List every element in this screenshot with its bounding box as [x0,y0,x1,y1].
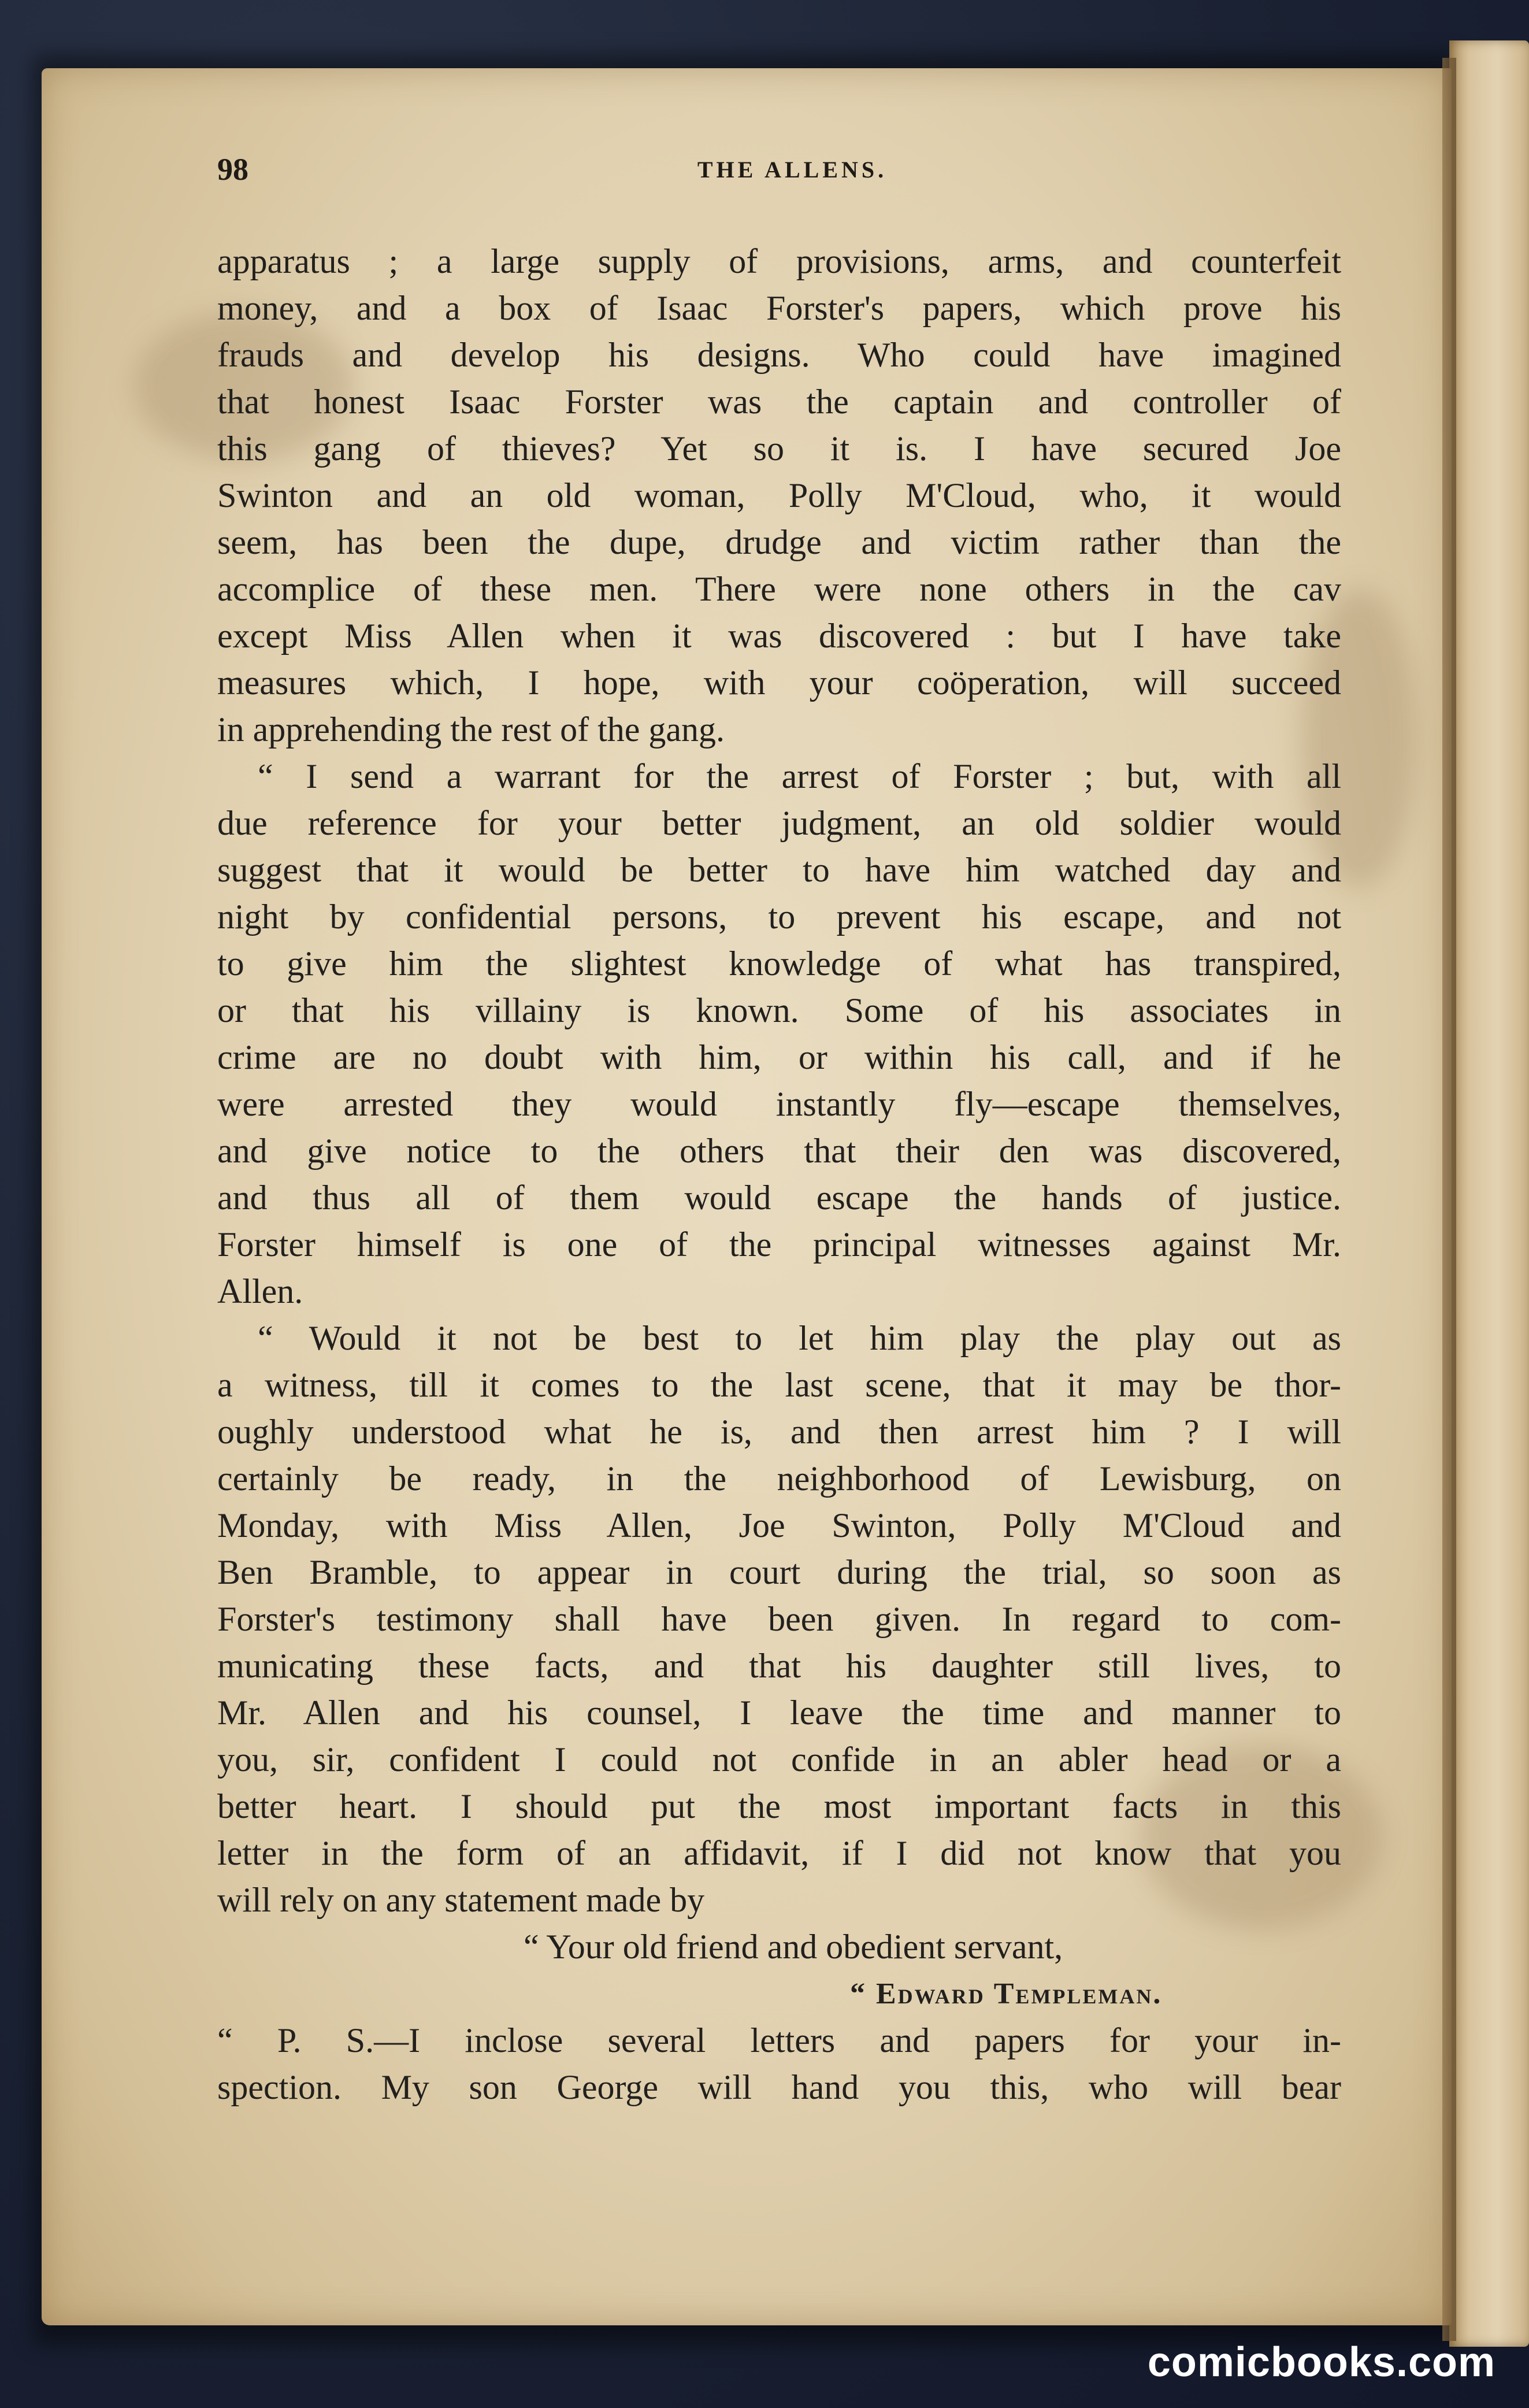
text-line: “ P. S.—I inclose several letters and papers for your in- [217,2021,1341,2059]
text-line: oughly understood what he is, and then arrest him ? I will [217,1413,1341,1451]
paragraph [217,753,1341,1315]
postscript [217,2017,1341,2111]
text-line: due reference for your better judgment, an old soldier would [217,804,1341,842]
text-line: spection. My son George will hand you this, who will bear [217,2068,1341,2106]
text-line: “ Would it not be best to let him play the play out as [258,1319,1341,1357]
text-line: apparatus ; a large supply of provisions, arms, and counterfeit [217,242,1341,280]
signature-closing: “ Your old friend and obedient servant, [524,1928,1063,1966]
signature-name: “ Edward Templeman. [850,1977,1163,2010]
paragraph [217,238,1341,753]
text-line: a witness, till it comes to the last scene, that it may be thor- [217,1366,1341,1404]
text-line: Forster's testimony shall have been given. In regard to com- [217,1600,1341,1638]
text-line: letter in the form of an affidavit, if I did not know that you [217,1834,1341,1872]
paragraph [217,1315,1341,1924]
text-line: suggest that it would be better to have him watched day and [217,851,1341,889]
text-line: certainly be ready, in the neighborhood of Lewisburg, on [217,1459,1341,1498]
text-line: municating these facts, and that his daughter still lives, to [217,1647,1341,1685]
text-line: and thus all of them would escape the hands of justice. [217,1179,1341,1217]
text-line: crime are no doubt with him, or within his call, and if he [217,1038,1341,1076]
text-line: will rely on any statement made by [217,1881,705,1919]
text-line: Swinton and an old woman, Polly M'Cloud, who, it would [217,476,1341,514]
text-line: “ I send a warrant for the arrest of Forster ; but, with all [258,757,1341,795]
text-line: night by confidential persons, to prevent his escape, and not [217,898,1341,936]
text-line: in apprehending the rest of the gang. [217,710,725,749]
text-line: you, sir, confident I could not confide in an abler head or a [217,1740,1341,1779]
next-page-edge [1449,40,1529,2347]
page-number: 98 [217,152,248,187]
text-line: this gang of thieves? Yet so it is. I have secured Joe [217,429,1341,468]
text-line: better heart. I should put the most important facts in this [217,1787,1341,1825]
text-line: Allen. [217,1272,303,1310]
text-line: Forster himself is one of the principal witnesses against Mr. [217,1225,1341,1264]
body-text [217,238,1341,2111]
text-line: were arrested they would instantly fly—escape themselves, [217,1085,1341,1123]
signature-block [217,1924,1341,2017]
text-line: accomplice of these men. There were none others in the cav [217,570,1341,608]
text-line: Monday, with Miss Allen, Joe Swinton, Polly M'Cloud and [217,1506,1341,1544]
page-header [217,151,1367,198]
text-line: seem, has been the dupe, drudge and victim rather than the [217,523,1341,561]
text-line: and give notice to the others that their den was discovered, [217,1132,1341,1170]
watermark-logo: comicbooks.com [1147,2339,1495,2385]
text-line: or that his villainy is known. Some of his associates in [217,991,1341,1029]
text-line: that honest Isaac Forster was the captain and controller of [217,383,1341,421]
text-line: Mr. Allen and his counsel, I leave the time and manner to [217,1694,1341,1732]
text-line: except Miss Allen when it was discovered : but I have take [217,617,1341,655]
running-head: THE ALLENS. [697,157,888,183]
text-line: Ben Bramble, to appear in court during the trial, so soon as [217,1553,1341,1591]
text-line: money, and a box of Isaac Forster's papers, which prove his [217,289,1341,327]
text-line: measures which, I hope, with your coöperation, will succeed [217,664,1341,702]
book-gutter [1442,58,1456,2341]
text-line: frauds and develop his designs. Who could have imagined [217,336,1341,374]
text-line: to give him the slightest knowledge of what has transpired, [217,944,1341,983]
